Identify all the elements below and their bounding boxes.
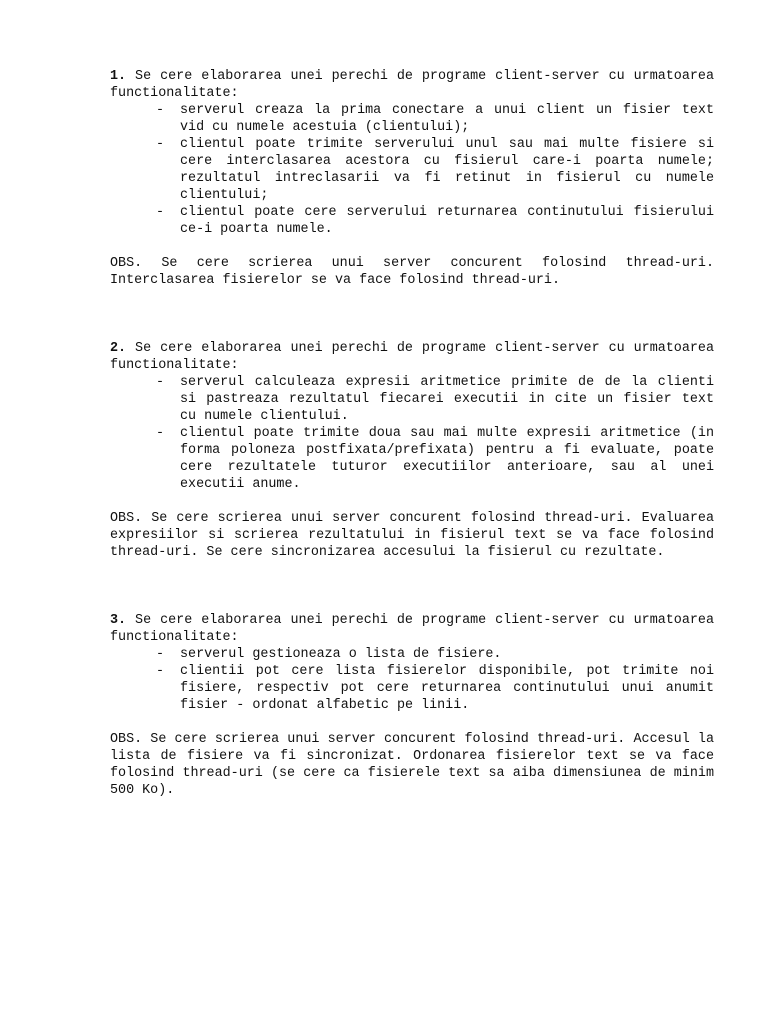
bullet-dash: - <box>156 375 165 390</box>
problem-intro-text: Se cere elaborarea unei perechi de programe client-server cu urmatoarea functionalitate: <box>110 613 714 645</box>
problem-number: 2. <box>110 341 127 356</box>
list-item <box>110 136 714 204</box>
list-item <box>110 374 714 425</box>
document-page <box>110 68 714 799</box>
list-item-text: serverul gestioneaza o lista de fisiere. <box>180 647 502 662</box>
bullet-dash: - <box>156 137 165 152</box>
requirements-list <box>110 102 714 238</box>
bullet-dash: - <box>156 647 165 662</box>
bullet-dash: - <box>156 103 165 118</box>
requirements-list <box>110 374 714 493</box>
list-item-text: clientii pot cere lista fisierelor disponibile, pot trimite noi fisiere, respectiv pot cere returnarea continutului unui anumit fisier - ordonat alfabetic pe linii. <box>180 664 714 713</box>
problem-intro <box>110 68 714 102</box>
bullet-dash: - <box>156 426 165 441</box>
list-item <box>110 663 714 714</box>
requirements-list <box>110 646 714 714</box>
problem-intro <box>110 340 714 374</box>
problem-number: 1. <box>110 69 127 84</box>
list-item-text: serverul calculeaza expresii aritmetice primite de de la clienti si pastreaza rezultatul fiecarei executii in cite un fisier text cu numele clientului. <box>180 375 714 424</box>
observation-note: OBS. Se cere scrierea unui server concurent folosind thread-uri. Accesul la lista de fisiere va fi sincronizat. Ordonarea fisierelor text se va face folosind thread-uri (se cere ca fisierele text sa aiba dimensiunea de minim 500 Ko). <box>110 732 714 798</box>
problem-intro <box>110 612 714 646</box>
list-item <box>110 102 714 136</box>
problem-1 <box>110 68 714 289</box>
list-item-text: clientul poate trimite serverului unul sau mai multe fisiere si cere interclasarea acestora cu fisierul care-i poarta numele; rezultatul intreclasarii va fi retinut in fisierul cu numele clientului; <box>180 137 714 203</box>
problem-number: 3. <box>110 613 127 628</box>
problem-intro-text: Se cere elaborarea unei perechi de programe client-server cu urmatoarea functionalitate: <box>110 341 714 373</box>
problem-3 <box>110 612 714 799</box>
bullet-dash: - <box>156 205 165 220</box>
list-item-text: clientul poate trimite doua sau mai multe expresii aritmetice (in forma poloneza postfixata/prefixata) pentru a fi evaluate, poate cere rezultatele tuturor executiilor anterioare, sau al unei executii anume. <box>180 426 714 492</box>
list-item <box>110 204 714 238</box>
observation-note: OBS. Se cere scrierea unui server concurent folosind thread-uri. Interclasarea fisierelor se va face folosind thread-uri. <box>110 256 714 288</box>
list-item-text: clientul poate cere serverului returnarea continutului fisierului ce-i poarta numele. <box>180 205 714 237</box>
list-item <box>110 646 714 663</box>
observation-note: OBS. Se cere scrierea unui server concurent folosind thread-uri. Evaluarea expresiilor si scrierea rezultatului in fisierul text se va face folosind thread-uri. Se cere sincronizarea accesului la fisierul cu rezultate. <box>110 511 714 560</box>
problem-2 <box>110 340 714 561</box>
list-item-text: serverul creaza la prima conectare a unui client un fisier text vid cu numele acestuia (clientului); <box>180 103 714 135</box>
problem-intro-text: Se cere elaborarea unei perechi de programe client-server cu urmatoarea functionalitate: <box>110 69 714 101</box>
list-item <box>110 425 714 493</box>
bullet-dash: - <box>156 664 165 679</box>
